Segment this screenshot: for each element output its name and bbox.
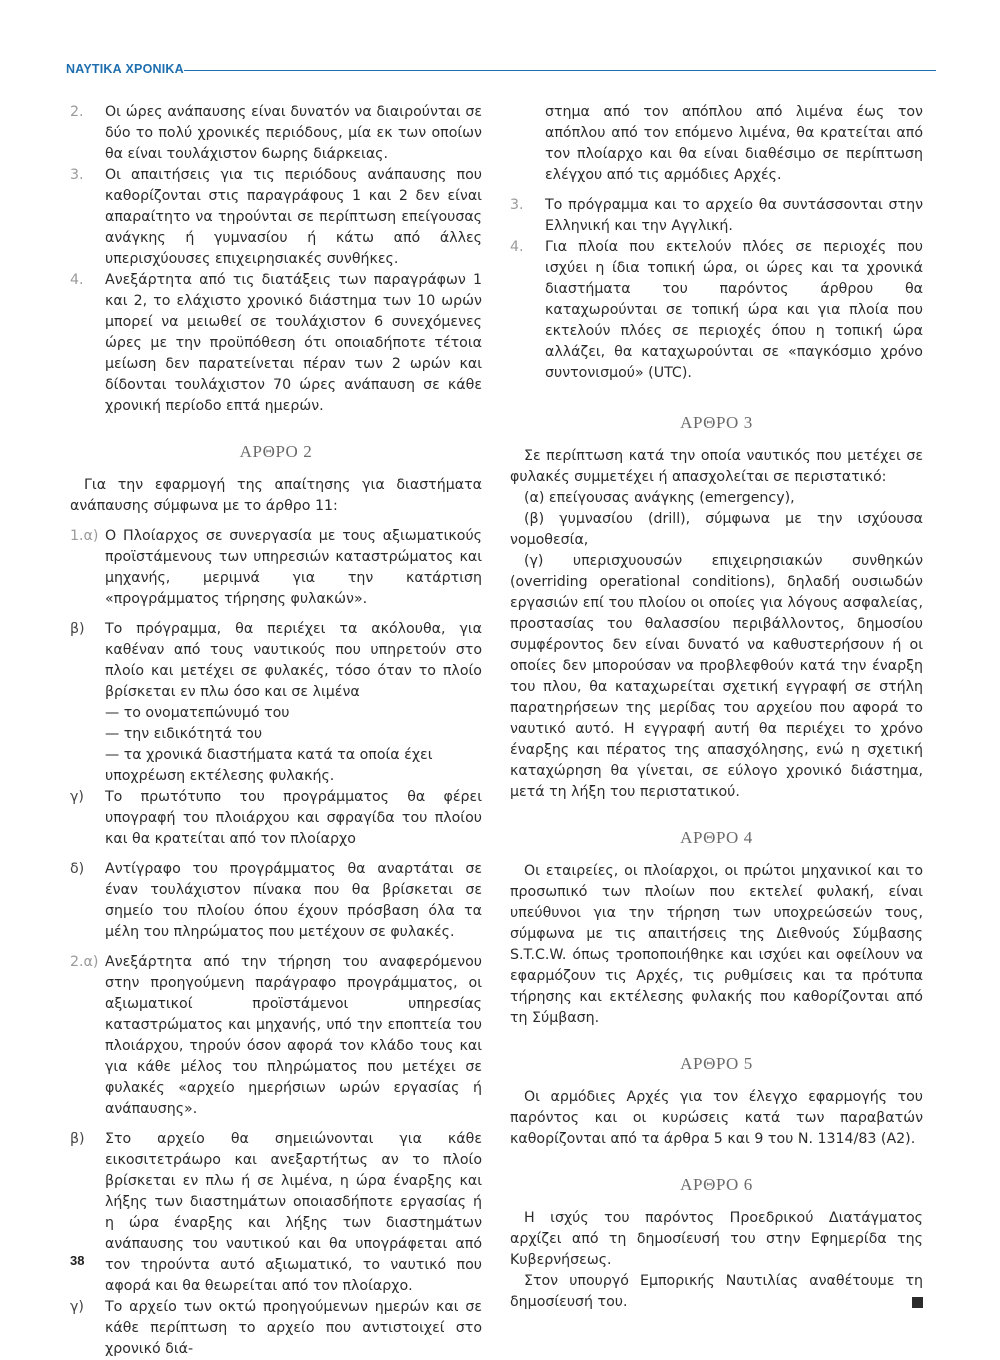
journal-title: ΝΑΥΤΙΚΑ ΧΡΟΝΙΚΑ: [66, 62, 184, 76]
paragraph-1b: [70, 619, 482, 703]
article-4-text: Οι εταιρείες, οι πλοίαρχοι, οι πρώτοι μηχανικοί και το προσωπικό των πλοίων που εκτελεί φυλακή, είναι υπεύθυνοι για την τήρηση των υποχρεώσεών τους, σύμφωνα με τις απαιτήσεις της Διεθνούς Σύμβασης S.T.C.W. όπως τροποποιήθηκε και ισχύει και οφείλουν να εφαρμόζουν τις Αρχές, τις ρυθμίσεις και τα πρότυπα τήρησης και εκτέλεσης φυλακής που καθορίζονται από τη Σύμβαση.: [510, 863, 923, 1026]
paragraph-text: Ανεξάρτητα από τις διατάξεις των παραγράφων 1 και 2, το ελάχιστο χρονικό διάστημα των 10 ωρών μπορεί να μειωθεί σε τουλάχιστον 6 συνεχόμενες ώρες με την προϋπόθεση ότι οποιαδήποτε τέτοια μείωση δεν παρατείνεται πέραν των 2 ωρών και δίδονται τουλάχιστον 70 ώρες ανάπαυση σε κάθε χρονική περίοδο επτά ημερών.: [105, 272, 482, 414]
article-6-text-1: Η ισχύς του παρόντος Προεδρικού Διατάγματος αρχίζει από τη δημοσίευσή του στην Εφημερίδα της Κυβερνήσεως.: [510, 1210, 923, 1268]
paragraph-text: Αντίγραφο του προγράμματος θα αναρτάται σε έναν τουλάχιστον πίνακα που θα βρίσκεται σε σημείο του πλοίου όπου έχουν πρόσβαση όλα τα μέλη του πληρώματος που μετέχουν σε φυλακές.: [105, 861, 482, 940]
list-item-name: — το ονοματεπώνυμό του: [105, 705, 290, 721]
left-column: [70, 102, 482, 1360]
paragraph-text: στημα από τον απόπλου από λιμένα έως τον απόπλου από τον επόμενο λιμένα, θα κρατείται από τον πλοίαρχο και θα είναι διαθέσιμο σε περίπτωση ελέγχου από τις αρμόδιες Αρχές.: [545, 104, 923, 183]
paragraph-text: Οι απαιτήσεις για τις περιόδους ανάπαυσης που καθορίζονται στις παραγράφους 1 και 2 δεν είναι απαραίτητο να τηρούνται σε περίπτωση επείγουσας ανάγκης ή γυμνασίου ή κάτω από άλλες υπερισχύουσες επιχειρησιακές συνθήκες.: [105, 167, 482, 267]
right-column: [510, 102, 923, 1313]
paragraph-text: Το πρωτότυπο του προγράμματος θα φέρει υπογραφή του πλοιάρχου και σφραγίδα του πλοίου και θα κρατείται από τον πλοίαρχο: [105, 789, 482, 847]
paragraph-3-right: [510, 195, 923, 237]
article-3-intro: Σε περίπτωση κατά την οποία ναυτικός που μετέχει σε φυλακές συμμετέχει ή απασχολείται σε περιστατικό:: [510, 448, 923, 485]
article-5-text: Οι αρμόδιες Αρχές για τον έλεγχο εφαρμογής του παρόντος και οι κυρώσεις κατά των παραβατών καθορίζονται από τα άρθρα 5 και 9 του Ν. 1314/83 (Α2).: [510, 1089, 923, 1147]
paragraph-2a: [70, 952, 482, 1120]
article-2-intro: Για την εφαρμογή της απαίτησης για διαστήματα ανάπαυσης σύμφωνα με το άρθρο 11:: [70, 477, 482, 514]
paragraph-text: Για πλοία που εκτελούν πλόες σε περιοχές που ισχύει η ίδια τοπική ώρα, οι ώρες και τα χρονικά διαστήματα του παρόντος άρθρου θα καταχωρούνται σε τοπική ώρα και για πλοία που εκτελούν πλόες σε περιοχές όπου η τοπική ώρα αλλάζει, θα καταχωρούνται σε «παγκόσμιο χρόνο συντονισμού» (UTC).: [545, 239, 923, 381]
paragraph-2: [70, 102, 482, 165]
header-rule: [184, 70, 936, 71]
paragraph-3: [70, 165, 482, 270]
article-4-heading: ΑΡΘΡΟ 4: [680, 828, 753, 847]
paragraph-letter: γ): [70, 789, 84, 805]
paragraph-number: 4.: [510, 239, 524, 255]
article-5-heading: ΑΡΘΡΟ 5: [680, 1054, 753, 1073]
running-header: [66, 62, 936, 82]
list-item-intervals: — τα χρονικά διαστήματα κατά τα οποία έχει υποχρέωση εκτέλεσης φυλακής.: [105, 747, 433, 784]
paragraph-letter: β): [70, 621, 85, 637]
paragraph-2b: [70, 1129, 482, 1297]
paragraph-text: Το πρόγραμμα και το αρχείο θα συντάσσονται στην Ελληνική και την Αγγλική.: [545, 197, 923, 234]
paragraph-continuation: [510, 102, 923, 186]
paragraph-1c: [70, 787, 482, 850]
paragraph-text: Στο αρχείο θα σημειώνονται για κάθε εικοσιτετράωρο και ανεξαρτήτως αν το πλοίο βρίσκεται εν πλω ή σε λιμένα, η ώρα έναρξης και λήξης των διαστημάτων οποιασδήποτε εργασίας ή η ώρα έναρξης και λήξης των διαστημάτων ανάπαυσης του ναυτικού και θα υπογράφεται από τον τηρούντα αυτό αξιωματικό, το ναυτικό που αφορά και θα θεωρείται από τον πλοίαρχο.: [105, 1131, 482, 1294]
case-drill: (β) γυμνασίου (drill), σύμφωνα με την ισχύουσα νομοθεσία,: [510, 511, 923, 548]
paragraph-letter: δ): [70, 861, 85, 877]
article-6-heading: ΑΡΘΡΟ 6: [680, 1175, 753, 1194]
paragraph-2c: [70, 1297, 482, 1360]
article-6-text-2-body: Στον υπουργό Εμπορικής Ναυτιλίας αναθέτουμε τη δημοσίευσή του.: [510, 1273, 923, 1310]
paragraph-number: 3.: [70, 167, 84, 183]
end-of-article-square-icon: [912, 1297, 923, 1308]
paragraph-letter: β): [70, 1131, 85, 1147]
paragraph-1d: [70, 859, 482, 943]
paragraph-number: 4.: [70, 272, 84, 288]
article-2-heading: ΑΡΘΡΟ 2: [239, 442, 313, 461]
paragraph-text: Ο Πλοίαρχος σε συνεργασία με τους αξιωματικούς προϊστάμενους των υπηρεσιών καταστρώματος και μηχανής, μεριμνά για την κατάρτιση «προγράμματος τήρησης φυλακών».: [105, 528, 482, 607]
paragraph-number: 3.: [510, 197, 524, 213]
paragraph-letter: γ): [70, 1299, 84, 1315]
paragraph-number: 2.α): [70, 954, 99, 970]
paragraph-text: Το πρόγραμμα, θα περιέχει τα ακόλουθα, για καθέναν από τους ναυτικούς που υπηρετούν στο πλοίο και μετέχει σε φυλακές, τόσο όταν το πλοίο βρίσκεται εν πλω όσο και σε λιμένα: [105, 621, 482, 700]
case-overriding: (γ) υπερισχυουσών επιχειρησιακών συνθηκών (overriding operational conditions), δηλαδή ουσιωδών εργασιών επί του πλοίου οι οποίες για λόγους ασφαλείας, προστασίας του θαλασσίου περιβάλλοντος, δημοσίου συμφέροντος δεν είναι δυνατό να καθυστερήσουν ή οι οποίες δεν μπορούσαν να προβλεφθούν κατά την έναρξη του πλου, θα καταχωρείται σχετική εγγραφή σε στήλη παρατηρήσεων της μερίδας του αρχείου που αφορά το ναυτικό αυτό. Η εγγραφή αυτή θα περιέχει το χρόνο έναρξης και πέρατος της απασχόλησης, ενώ η σχετική καταχώρηση θα γίνεται, σε εύλογο χρονικό διάστημα, μετά τη λήξη του περιστατικού.: [510, 553, 923, 800]
paragraph-4-right: [510, 237, 923, 384]
list-item-specialty: — την ειδικότητά του: [105, 726, 263, 742]
case-emergency: (α) επείγουσας ανάγκης (emergency),: [524, 490, 795, 506]
article-3-heading: ΑΡΘΡΟ 3: [680, 413, 753, 432]
paragraph-4: [70, 270, 482, 417]
article-6-text-2: [510, 1271, 923, 1313]
paragraph-text: Ανεξάρτητα από την τήρηση του αναφερόμενου στην προηγούμενη παράγραφο προγράμματος, οι αξιωματικοί προϊστάμενοι υπηρεσίας καταστρώματος και μηχανής, υπό την εποπτεία του πλοιάρχου, τηρούν όσον αφορά τον κλάδο τους και για κάθε μέλος του πληρώματος που μετέχει σε φυλακές «αρχείο ημερήσιων ωρών εργασίας ή ανάπαυσης».: [105, 954, 482, 1117]
paragraph-number: 2.: [70, 104, 84, 120]
paragraph-1a: [70, 526, 482, 610]
paragraph-text: Οι ώρες ανάπαυσης είναι δυνατόν να διαιρούνται σε δύο το πολύ χρονικές περιόδους, μία εκ των οποίων θα είναι τουλάχιστον 6ωρης διάρκειας.: [105, 104, 482, 162]
paragraph-number: 1.α): [70, 528, 99, 544]
page-number: 38: [70, 1253, 85, 1268]
paragraph-text: Το αρχείο των οκτώ προηγούμενων ημερών και σε κάθε περίπτωση το αρχείο που αντιστοιχεί στο χρονικό διά-: [105, 1299, 482, 1357]
